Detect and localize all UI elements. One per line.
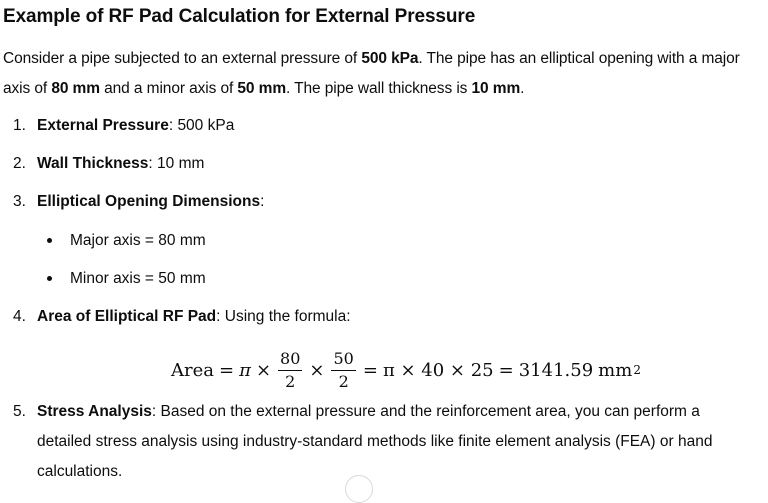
- formula-times: ×: [255, 359, 272, 381]
- intro-text: . The pipe wall thickness is: [286, 80, 472, 97]
- list-item-label: Wall Thickness: [37, 155, 149, 172]
- bullet-icon: [47, 276, 52, 281]
- bullet-text: Minor axis = 50 mm: [70, 270, 206, 287]
- fraction-denominator: 2: [285, 371, 296, 391]
- list-number: 4.: [13, 308, 26, 325]
- formula-pi: π: [239, 359, 251, 381]
- bullet-icon: [47, 238, 52, 243]
- formula-equals: =: [219, 359, 235, 381]
- formula-fraction-major: [278, 349, 302, 392]
- fraction-numerator: 80: [278, 349, 302, 371]
- list-item-label: Stress Analysis: [37, 403, 152, 420]
- list-number: 2.: [13, 155, 26, 172]
- bullet-text: Major axis = 80 mm: [70, 232, 206, 249]
- list-item-stress-analysis: [3, 397, 763, 487]
- formula-fraction-minor: [331, 349, 355, 392]
- intro-paragraph: [3, 44, 763, 104]
- intro-text: and a minor axis of: [99, 80, 238, 97]
- list-number: 3.: [13, 193, 26, 210]
- list-number: 5.: [13, 403, 26, 420]
- list-item-label: Area of Elliptical RF Pad: [37, 308, 217, 325]
- formula-equals: =: [362, 359, 378, 381]
- list-item-text: : 500 kPa: [168, 117, 235, 134]
- formula-unit: mm: [598, 359, 633, 381]
- fraction-numerator: 50: [331, 349, 355, 371]
- formula-simplified: π × 40 × 25: [382, 359, 494, 381]
- intro-major-axis: 80 mm: [51, 80, 100, 97]
- intro-text: .: [520, 80, 525, 97]
- intro-text: Consider a pipe subjected to an external pressure of: [3, 50, 362, 67]
- intro-thickness: 10 mm: [471, 80, 521, 97]
- list-item-text: : 10 mm: [148, 155, 205, 172]
- formula-times: ×: [309, 359, 325, 381]
- formula-result: 3141.59: [518, 359, 594, 381]
- list-item-label: Elliptical Opening Dimensions: [37, 193, 261, 210]
- scroll-down-button[interactable]: [345, 475, 373, 503]
- formula-equals: =: [498, 359, 514, 381]
- intro-pressure: 500 kPa: [361, 50, 419, 67]
- list-item-text: : Based on the external pressure and the reinforcement area, you can perform a detailed stress analysis using industry-standard methods like finite element analysis (FEA) or hand calculations.: [37, 403, 713, 480]
- list-item-text: : Using the formula:: [216, 308, 351, 325]
- area-formula: [171, 342, 641, 398]
- list-number: 1.: [13, 117, 26, 134]
- list-item-text: :: [260, 193, 265, 210]
- page-title: Example of RF Pad Calculation for External Pressure: [3, 6, 476, 27]
- fraction-denominator: 2: [338, 371, 349, 391]
- formula-lhs: Area: [171, 359, 214, 381]
- intro-minor-axis: 50 mm: [237, 80, 287, 97]
- intro-text: . The pipe has an elliptical opening with a major axis of: [3, 50, 740, 97]
- formula-exponent: 2: [633, 363, 641, 377]
- list-item-label: External Pressure: [37, 117, 169, 134]
